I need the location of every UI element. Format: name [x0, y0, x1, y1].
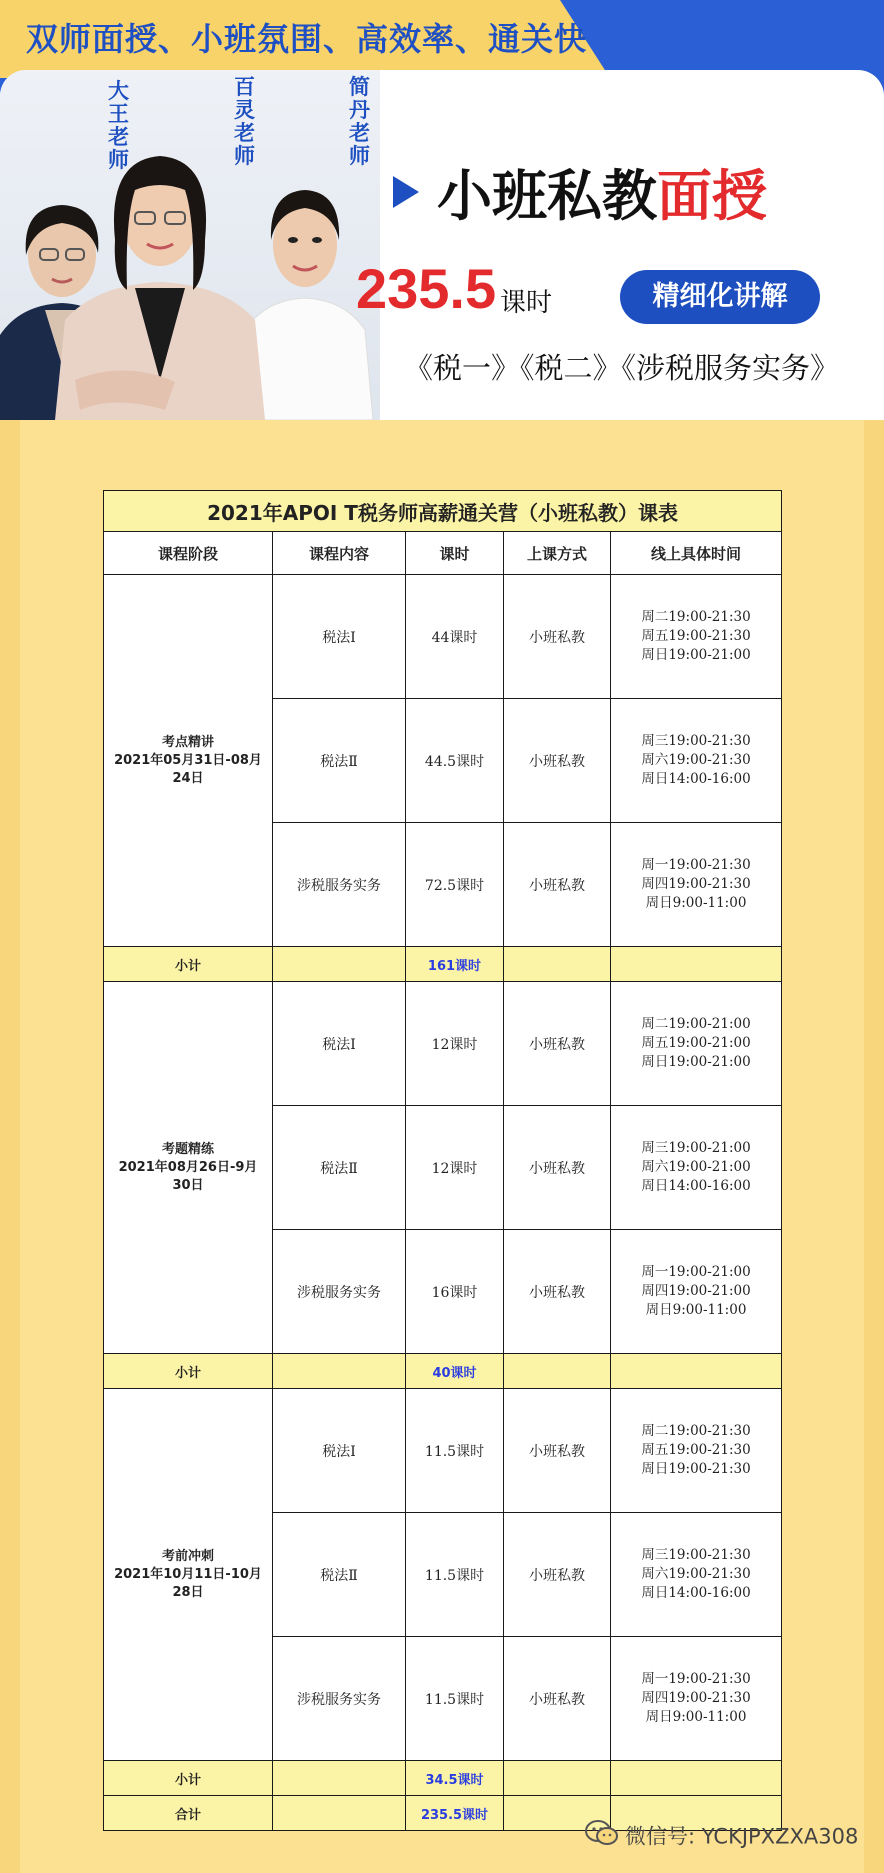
- course-mode: 小班私教: [504, 1389, 611, 1513]
- stage-cell: [104, 575, 273, 947]
- detail-pill-badge: 精细化讲解: [620, 270, 820, 324]
- slogan: 双师面授、小班氛围、高效率、通关快: [26, 20, 588, 58]
- subtotal-row: [104, 947, 782, 982]
- course-mode: 小班私教: [504, 982, 611, 1106]
- table-row: [104, 575, 782, 699]
- empty-cell: [504, 1354, 611, 1389]
- total-hours: 235.5课时: [406, 1796, 504, 1831]
- course-hours: 44课时: [406, 575, 504, 699]
- empty-cell: [273, 1761, 406, 1796]
- header-mode: 上课方式: [504, 532, 611, 575]
- empty-cell: [611, 1354, 782, 1389]
- course-times: [611, 1513, 782, 1637]
- wechat-id: 微信号: YCKJPXZXA308: [625, 1824, 859, 1849]
- subtotal-hours: 40课时: [406, 1354, 504, 1389]
- time-slot: 周一19:00-21:30: [641, 857, 751, 873]
- stage-dates: 2021年10月11日-10月28日: [114, 1566, 262, 1600]
- course-times: [611, 1230, 782, 1354]
- empty-cell: [504, 947, 611, 982]
- stage-name: 考点精讲: [161, 734, 214, 750]
- hero-title-accent: 面授: [657, 164, 768, 228]
- time-slot: 周二19:00-21:00: [641, 1016, 751, 1032]
- course-content: 税法Ⅱ: [273, 699, 406, 823]
- course-times: [611, 1637, 782, 1761]
- course-content: 税法Ⅱ: [273, 1106, 406, 1230]
- header-time: 线上具体时间: [611, 532, 782, 575]
- time-slot: 周一19:00-21:00: [641, 1264, 751, 1280]
- course-mode: 小班私教: [504, 823, 611, 947]
- empty-cell: [504, 1761, 611, 1796]
- subjects-line: 《税一》《税二》《涉税服务实务》: [404, 351, 840, 385]
- empty-cell: [611, 947, 782, 982]
- time-slot: 周六19:00-21:30: [641, 752, 751, 768]
- course-content: 税法Ⅰ: [273, 575, 406, 699]
- time-slot: 周五19:00-21:30: [641, 1442, 751, 1458]
- time-slot: 周日19:00-21:00: [641, 647, 751, 663]
- teacher-name-3: 简丹老师: [349, 75, 370, 168]
- time-slot: 周三19:00-21:00: [641, 1140, 751, 1156]
- subtotal-label: 小计: [104, 947, 273, 982]
- course-content: 涉税服务实务: [273, 1637, 406, 1761]
- course-hours: 11.5课时: [406, 1637, 504, 1761]
- course-mode: 小班私教: [504, 1637, 611, 1761]
- schedule-table: [103, 490, 782, 1831]
- table-row: [104, 1389, 782, 1513]
- table-title: 2021年APOI T税务师高薪通关营（小班私教）课表: [104, 491, 782, 532]
- time-slot: 周日14:00-16:00: [641, 1178, 751, 1194]
- header-content: 课程内容: [273, 532, 406, 575]
- course-hours: 16课时: [406, 1230, 504, 1354]
- time-slot: 周日14:00-16:00: [641, 1585, 751, 1601]
- time-slot: 周日19:00-21:00: [641, 1054, 751, 1070]
- stage-dates: 2021年08月26日-9月30日: [118, 1159, 258, 1193]
- time-slot: 周六19:00-21:30: [641, 1566, 751, 1582]
- time-slot: 周二19:00-21:30: [641, 1423, 751, 1439]
- time-slot: 周四19:00-21:00: [641, 1283, 751, 1299]
- teacher-name-1: 大王老师: [108, 79, 129, 172]
- table-header-row: [104, 532, 782, 575]
- stage-dates: 2021年05月31日-08月24日: [114, 752, 262, 786]
- wechat-watermark: [585, 1820, 858, 1860]
- course-content: 税法Ⅱ: [273, 1513, 406, 1637]
- course-hours: 12课时: [406, 1106, 504, 1230]
- course-mode: 小班私教: [504, 699, 611, 823]
- time-slot: 周日9:00-11:00: [645, 1302, 747, 1318]
- course-hours: 11.5课时: [406, 1513, 504, 1637]
- header-stage: 课程阶段: [104, 532, 273, 575]
- time-slot: 周三19:00-21:30: [641, 733, 751, 749]
- hero-section: [0, 70, 884, 420]
- total-hours-unit: 课时: [500, 288, 553, 318]
- wechat-icon: [585, 1820, 619, 1851]
- course-hours: 44.5课时: [406, 699, 504, 823]
- header-hours: 课时: [406, 532, 504, 575]
- time-slot: 周日19:00-21:30: [641, 1461, 751, 1477]
- time-slot: 周日14:00-16:00: [641, 771, 751, 787]
- subtotal-row: [104, 1354, 782, 1389]
- course-mode: 小班私教: [504, 1106, 611, 1230]
- stage-name: 考前冲刺: [161, 1548, 214, 1564]
- stage-cell: [104, 1389, 273, 1761]
- course-hours: 11.5课时: [406, 1389, 504, 1513]
- course-times: [611, 982, 782, 1106]
- subtotal-label: 小计: [104, 1354, 273, 1389]
- course-content: 税法Ⅰ: [273, 1389, 406, 1513]
- stage-cell: [104, 982, 273, 1354]
- subtotal-hours: 161课时: [406, 947, 504, 982]
- time-slot: 周四19:00-21:30: [641, 1690, 751, 1706]
- course-times: [611, 575, 782, 699]
- course-mode: 小班私教: [504, 1230, 611, 1354]
- course-mode: 小班私教: [504, 1513, 611, 1637]
- time-slot: 周二19:00-21:30: [641, 609, 751, 625]
- time-slot: 周六19:00-21:00: [641, 1159, 751, 1175]
- total-hours-number: 235.5: [356, 257, 497, 320]
- subtotal-hours: 34.5课时: [406, 1761, 504, 1796]
- time-slot: 周五19:00-21:00: [641, 1035, 751, 1051]
- course-mode: 小班私教: [504, 575, 611, 699]
- subtotal-label: 小计: [104, 1761, 273, 1796]
- empty-cell: [273, 1354, 406, 1389]
- hero-title: [393, 152, 767, 232]
- total-label: 合计: [104, 1796, 273, 1831]
- time-slot: 周日9:00-11:00: [645, 895, 747, 911]
- time-slot: 周五19:00-21:30: [641, 628, 751, 644]
- course-times: [611, 1106, 782, 1230]
- course-content: 税法Ⅰ: [273, 982, 406, 1106]
- course-hours: 72.5课时: [406, 823, 504, 947]
- stage-name: 考题精练: [161, 1141, 214, 1157]
- course-hours: 12课时: [406, 982, 504, 1106]
- table-row: [104, 982, 782, 1106]
- empty-cell: [273, 947, 406, 982]
- empty-cell: [273, 1796, 406, 1831]
- teacher-name-2: 百灵老师: [234, 75, 255, 168]
- time-slot: 周四19:00-21:30: [641, 876, 751, 892]
- course-content: 涉税服务实务: [273, 1230, 406, 1354]
- subtotal-row: [104, 1761, 782, 1796]
- course-times: [611, 699, 782, 823]
- time-slot: 周日9:00-11:00: [645, 1709, 747, 1725]
- time-slot: 周三19:00-21:30: [641, 1547, 751, 1563]
- course-times: [611, 1389, 782, 1513]
- empty-cell: [611, 1761, 782, 1796]
- time-slot: 周一19:00-21:30: [641, 1671, 751, 1687]
- course-times: [611, 823, 782, 947]
- hero-title-main: 小班私教: [437, 164, 658, 228]
- play-triangle-icon: [393, 176, 419, 208]
- course-content: 涉税服务实务: [273, 823, 406, 947]
